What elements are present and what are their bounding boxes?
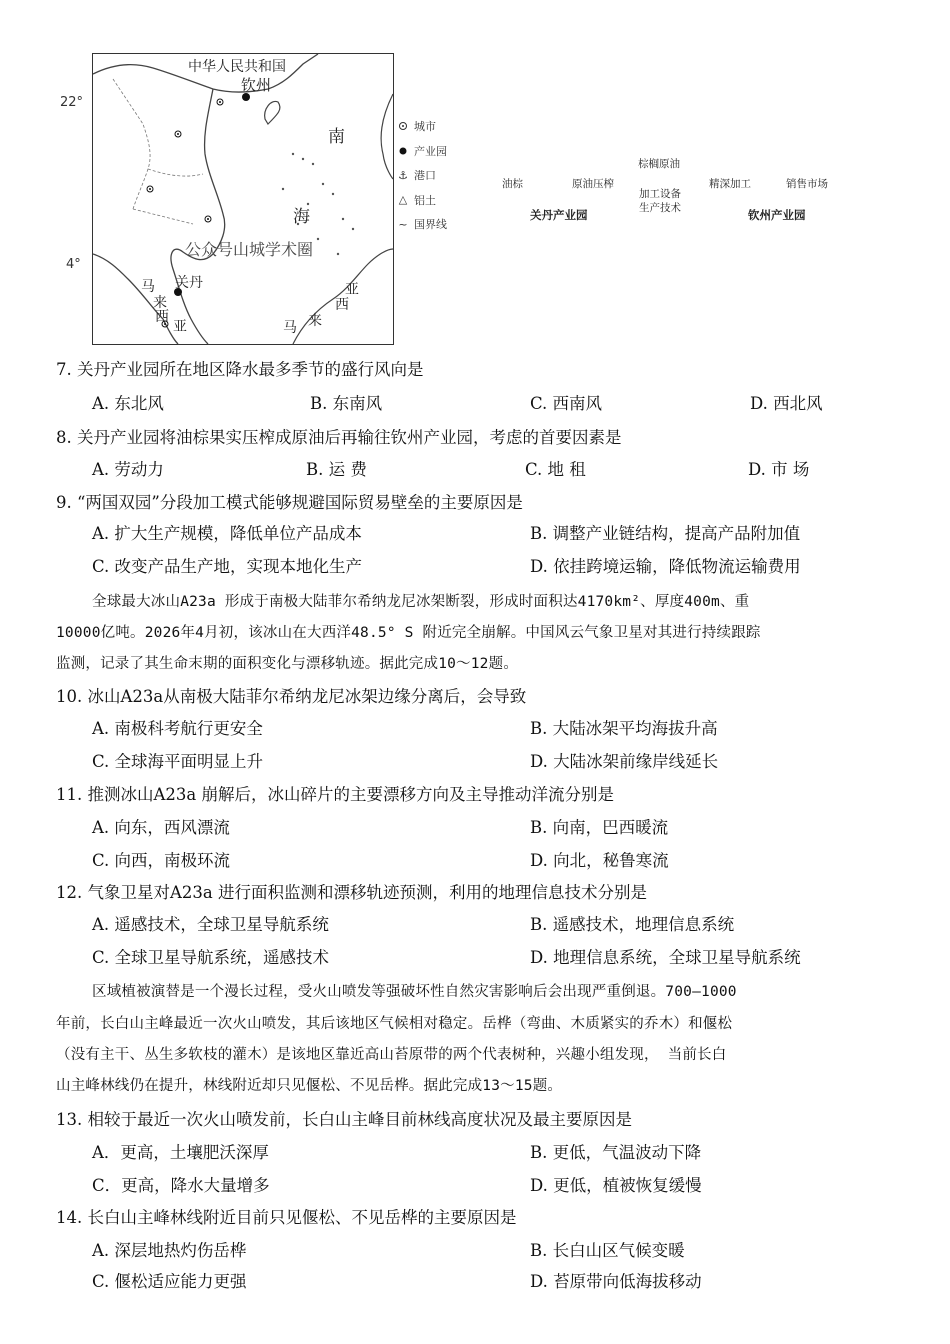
option-a[interactable]: A. 扩大生产规模，降低单位产品成本: [92, 524, 362, 543]
flow-qinzhou-park: 钦州产业园: [748, 208, 806, 222]
map-label-lai: 来: [153, 295, 167, 311]
option-b[interactable]: B. 向南，巴西暖流: [530, 818, 669, 837]
flow-jingshen: 精深加工: [709, 178, 751, 190]
option-d[interactable]: D. 市 场: [748, 460, 810, 479]
legend-park: 产业园: [398, 139, 447, 164]
question-stem: 10. 冰山A23a从南极大陆菲尔希纳龙尼冰架边缘分离后，会导致: [56, 687, 527, 706]
option-a[interactable]: A．更高，土壤肥沃深厚: [92, 1143, 269, 1162]
option-b[interactable]: B. 遥感技术，地理信息系统: [530, 915, 735, 934]
option-a[interactable]: A. 向东，西风漂流: [92, 818, 230, 837]
city-icon: [398, 121, 408, 131]
map-label-china: 中华人民共和国: [188, 59, 286, 75]
passage-line: 全球最大冰山A23a 形成于南极大陆菲尔希纳龙尼冰架断裂，形成时面积达4170km²、厚度400m、重: [92, 594, 750, 610]
legend-port: ⚓ 港口: [398, 168, 436, 183]
map-label-lai2: 来: [308, 313, 322, 329]
map-legend: [398, 114, 447, 237]
option-c[interactable]: C. 向西，南极环流: [92, 851, 231, 870]
map-label-guandan: 关丹: [175, 275, 203, 291]
legend-border: ~ 国界线: [398, 217, 447, 232]
map-label-qinzhou: 钦州: [241, 76, 272, 94]
option-d[interactable]: D. 更低，植被恢复缓慢: [530, 1176, 702, 1195]
option-d[interactable]: D. 苔原带向低海拔移动: [530, 1272, 702, 1291]
passage-line: 年前，长白山主峰最近一次火山喷发，其后该地区气候相对稳定。岳桦（弯曲、木质紧实的乔木）和偃松: [56, 1016, 733, 1032]
option-b[interactable]: B. 长白山区气候变暖: [530, 1241, 685, 1260]
flow-yaozha: 原油压榨: [572, 178, 614, 190]
option-b[interactable]: B. 调整产业链结构，提高产品附加值: [530, 524, 801, 543]
flow-youzong: 油棕: [502, 178, 523, 190]
legend-city: 城市: [398, 114, 447, 139]
option-c[interactable]: C. 全球海平面明显上升: [92, 752, 264, 771]
flow-xiaoshou: 销售市场: [786, 178, 828, 190]
border-line-icon: ~: [398, 217, 408, 231]
map-frame: [92, 53, 394, 345]
question-stem: 12. 气象卫星对A23a 进行面积监测和漂移轨迹预测，利用的地理信息技术分别是: [56, 883, 647, 902]
option-d[interactable]: D. 西北风: [750, 394, 823, 413]
passage-line: 山主峰林线仍在提升，林线附近却只见偃松、不见岳桦。据此完成13～15题。: [56, 1078, 563, 1094]
option-c[interactable]: C. 地 租: [525, 460, 586, 479]
option-a[interactable]: A. 深层地热灼伤岳桦: [92, 1241, 247, 1260]
map-label-ma: 马: [141, 279, 155, 295]
option-d[interactable]: D. 依挂跨境运输，降低物流运输费用: [530, 557, 801, 576]
anchor-icon: ⚓: [398, 168, 408, 182]
question-stem: 7. 关丹产业园所在地区降水最多季节的盛行风向是: [56, 360, 424, 379]
map-label-xi2: 西: [335, 297, 349, 313]
lat-4-label: 4°: [66, 257, 81, 272]
option-d[interactable]: D. 大陆冰架前缘岸线延长: [530, 752, 719, 771]
option-c[interactable]: C. 偃松适应能力更强: [92, 1272, 247, 1291]
passage-line: 区域植被演替是一个漫长过程，受火山喷发等强破坏性自然灾害影响后会出现严重倒退。700—1000: [92, 984, 737, 1000]
option-a[interactable]: A. 劳动力: [92, 460, 164, 479]
option-a[interactable]: A. 南极科考航行更安全: [92, 719, 263, 738]
map-label-nan: 南: [328, 127, 345, 147]
triangle-icon: △: [398, 193, 408, 207]
flow-zonglv: 棕榈原油: [638, 158, 680, 170]
option-c[interactable]: C. 全球卫星导航系统，遥感技术: [92, 948, 330, 967]
flow-jiagong2: 生产技术: [639, 202, 681, 214]
option-b[interactable]: B. 东南风: [310, 394, 383, 413]
flow-jiagong1: 加工设备: [639, 188, 681, 200]
option-b[interactable]: B. 大陆冰架平均海拔升高: [530, 719, 718, 738]
question-stem: 8. 关丹产业园将油棕果实压榨成原油后再输往钦州产业园，考虑的首要因素是: [56, 428, 622, 447]
map-label-hai: 海: [293, 207, 310, 227]
option-b[interactable]: B. 更低，气温波动下降: [530, 1143, 702, 1162]
option-d[interactable]: D. 地理信息系统，全球卫星导航系统: [530, 948, 801, 967]
legend-bauxite: △ 铝土: [398, 193, 436, 207]
map-watermark: 公众号山城学术圈: [185, 240, 314, 259]
map-label-ya2: 亚: [345, 282, 359, 298]
option-a[interactable]: A. 遥感技术，全球卫星导航系统: [92, 915, 329, 934]
question-stem: 9. “两国双园”分段加工模式能够规避国际贸易壁垒的主要原因是: [56, 493, 523, 512]
option-b[interactable]: B. 运 费: [306, 460, 367, 479]
map-label-ya: 亚: [173, 319, 187, 335]
question-stem: 14. 长白山主峰林线附近目前只见偃松、不见岳桦的主要原因是: [56, 1208, 517, 1227]
lat-22-label: 22°: [60, 95, 84, 110]
park-icon: [398, 146, 408, 156]
option-c[interactable]: C．更高，降水大量增多: [92, 1176, 270, 1195]
option-c[interactable]: C. 改变产品生产地，实现本地化生产: [92, 557, 363, 576]
option-c[interactable]: C. 西南风: [530, 394, 603, 413]
question-stem: 11. 推测冰山A23a 崩解后，冰山碎片的主要漂移方向及主导推动洋流分别是: [56, 785, 614, 804]
map-label-xi: 西: [155, 309, 169, 325]
passage-line: （没有主干、丛生多软枝的灌木）是该地区靠近高山苔原带的两个代表树种，兴趣小组发现， 当前长白: [56, 1047, 727, 1063]
passage-line: 监测，记录了其生命末期的面积变化与漂移轨迹。据此完成10～12题。: [56, 656, 519, 672]
map-label-ma2: 马: [283, 320, 297, 336]
question-stem: 13. 相较于最近一次火山喷发前，长白山主峰目前林线高度状况及最主要原因是: [56, 1110, 632, 1129]
option-a[interactable]: A. 东北风: [92, 394, 164, 413]
option-d[interactable]: D. 向北，秘鲁寒流: [530, 851, 669, 870]
passage-line: 10000亿吨。2026年4月初，该冰山在大西洋48.5° S 附近完全崩解。中国风云气象卫星对其进行持续跟踪: [56, 625, 761, 641]
flow-guandan-park: 关丹产业园: [530, 208, 588, 222]
